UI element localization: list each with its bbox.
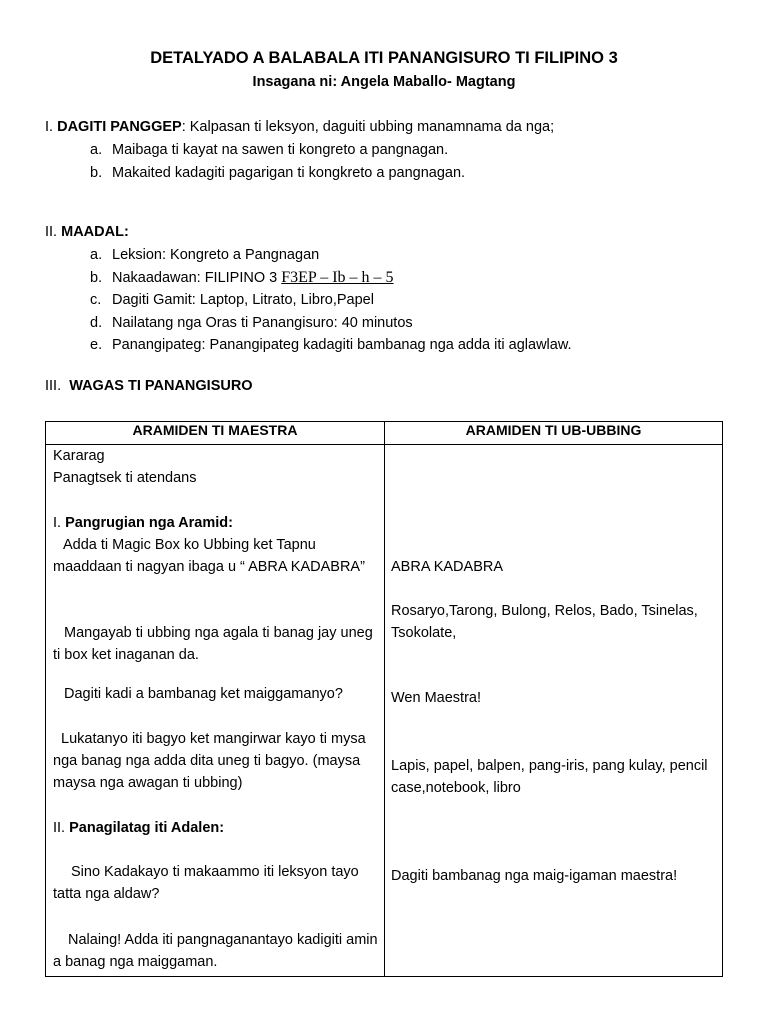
teacher-step: Sino Kadakayo ti makaammo iti leksyon tayo tatta nga aldaw? <box>53 864 359 902</box>
procedure-roman: III. <box>45 378 62 394</box>
table-row <box>46 445 723 977</box>
list-item: a. Leksion: Kongreto a Pangnagan <box>90 247 320 263</box>
document-title: DETALYADO A BALABALA ITI PANANGISURO TI FILIPINO 3 <box>150 49 618 67</box>
procedure-line <box>45 378 253 394</box>
table-header-row <box>46 422 723 445</box>
subject-roman: II. <box>45 224 58 240</box>
subject-list <box>90 244 572 357</box>
teacher-activities-cell <box>46 445 385 977</box>
procedure-heading: WAGAS TI PANANGISURO <box>69 378 253 394</box>
procedure-table <box>45 421 723 977</box>
teacher-column-header: ARAMIDEN TI MAESTRA <box>46 422 385 445</box>
objectives-intro: : Kalpasan ti leksyon, daguiti ubbing manamnama da nga; <box>181 119 555 135</box>
subject-line <box>45 224 129 240</box>
pupil-response: Dagiti bambanag nga maig-igaman maestra! <box>391 868 678 884</box>
teacher-section-heading: II. Panagilatag iti Adalen: <box>53 820 225 836</box>
teacher-attendance: Panagtsek ti atendans <box>53 470 197 486</box>
pupils-activities-cell <box>385 445 723 977</box>
document-author: Insagana ni: Angela Maballo- Magtang <box>252 74 516 90</box>
pupil-response: Lapis, papel, balpen, pang-iris, pang kulay, pencil case,notebook, libro <box>391 758 708 796</box>
list-item: b. Nakaadawan: FILIPINO 3 F3EP – Ib – h – 5 <box>90 268 394 286</box>
list-item: d. Nailatang nga Oras ti Panangisuro: 40 minutos <box>90 314 413 331</box>
teacher-step: Adda ti Magic Box ko Ubbing ket Tapnu maaddaan ti nagyan ibaga u “ ABRA KADABRA” <box>53 537 365 575</box>
teacher-step: Lukatanyo iti bagyo ket mangirwar kayo ti mysa nga banag nga adda dita uneg ti bagyo. (maysa maysa nga awagan ti ubbing) <box>53 731 366 791</box>
teacher-step: Dagiti kadi a bambanag ket maiggamanyo? <box>64 686 343 702</box>
list-item: b. Makaited kadagiti pagarigan ti kongkreto a pangnagan. <box>90 164 466 181</box>
pupil-response: ABRA KADABRA <box>391 559 504 575</box>
teacher-section-heading: I. Pangrugian nga Aramid: <box>53 515 233 531</box>
teacher-prayer: Kararag <box>53 448 105 464</box>
subject-heading: MAADAL: <box>61 224 129 240</box>
list-item: a. Maibaga ti kayat na sawen ti kongreto a pangnagan. <box>90 142 449 158</box>
list-item: e. Panangipateg: Panangipateg kadagiti bambanag nga adda iti aglawlaw. <box>90 337 572 353</box>
objectives-heading: DAGITI PANGGEP <box>57 119 182 135</box>
objectives-roman: I. <box>45 119 54 135</box>
pupil-response: Rosaryo,Tarong, Bulong, Relos, Bado, Tsinelas, Tsokolate, <box>391 603 698 641</box>
pupil-response: Wen Maestra! <box>391 690 481 706</box>
objectives-list <box>90 139 465 184</box>
curriculum-code: F3EP – Ib – h – 5 <box>281 268 394 286</box>
objectives-line <box>45 119 554 135</box>
teacher-step: Mangayab ti ubbing nga agala ti banag jay uneg ti box ket inaganan da. <box>53 625 373 663</box>
teacher-step: Nalaing! Adda iti pangnaganantayo kadigiti amin a banag nga maiggaman. <box>53 932 378 970</box>
list-item: c. Dagiti Gamit: Laptop, Litrato, Libro,Papel <box>90 292 374 308</box>
pupils-column-header: ARAMIDEN TI UB-UBBING <box>385 422 723 445</box>
